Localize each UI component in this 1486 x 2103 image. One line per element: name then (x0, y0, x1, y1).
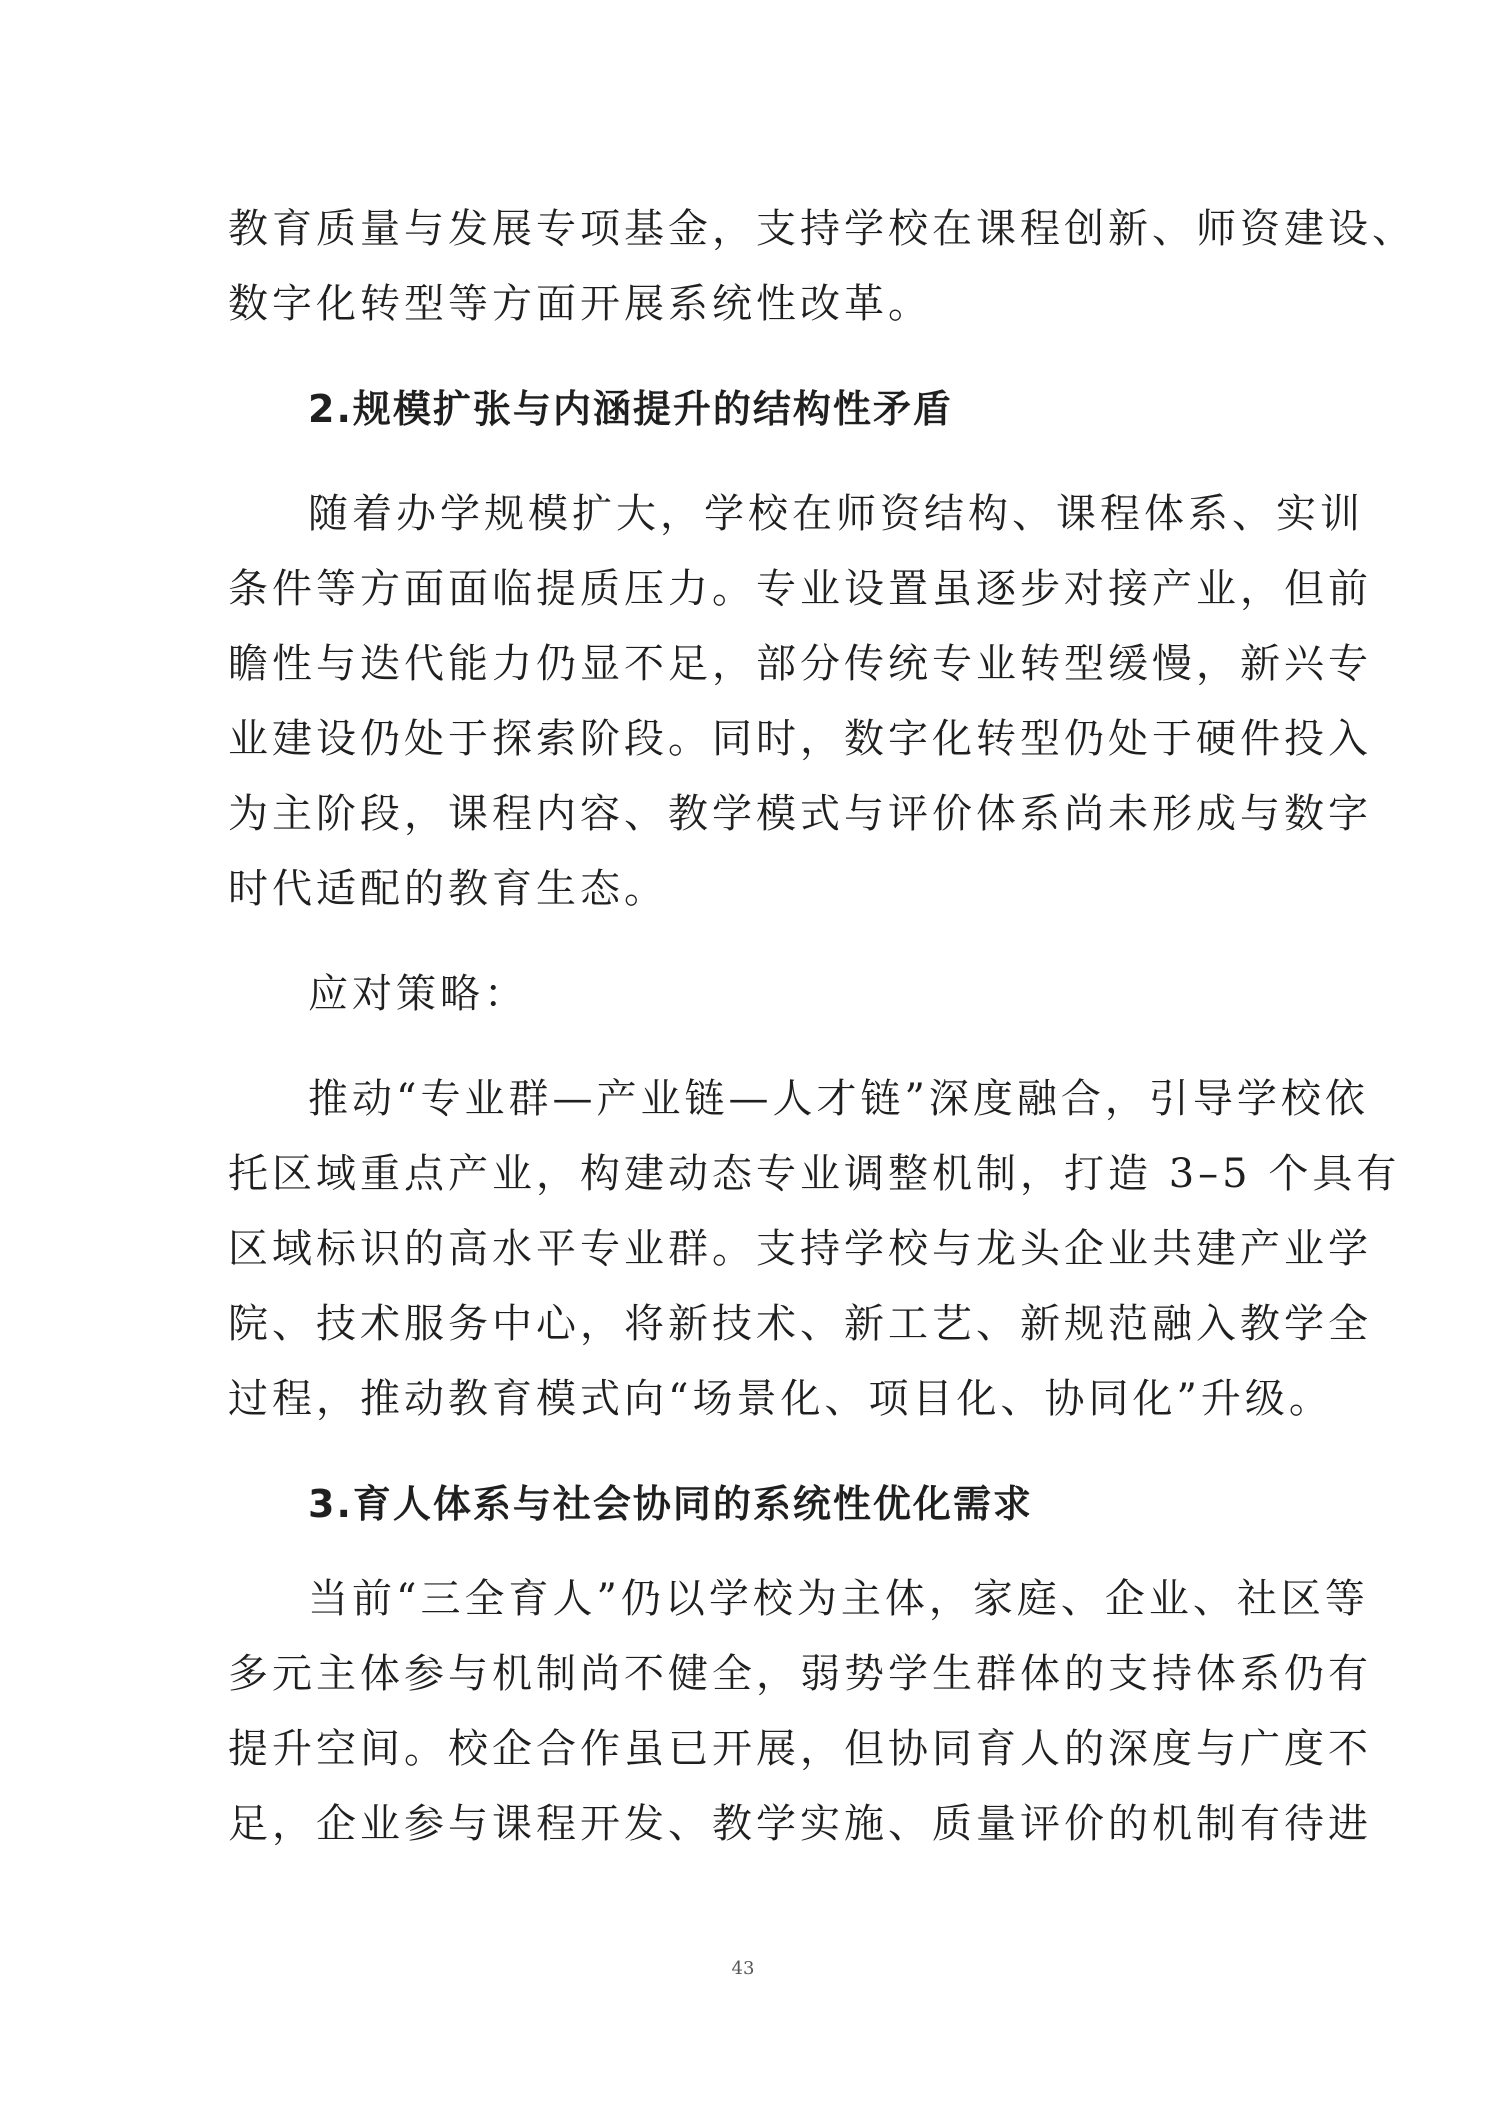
text-line: 当前“三全育人”仍以学校为主体，家庭、企业、社区等 (308, 1576, 1369, 1622)
text-line: 条件等方面面临提质压力。专业设置虽逐步对接产业，但前 (228, 566, 1372, 612)
text-line: 多元主体参与机制尚不健全，弱势学生群体的支持体系仍有 (228, 1651, 1372, 1697)
spacer (228, 1032, 1258, 1062)
text-line: 区域标识的高水平专业群。支持学校与龙头企业共建产业学 (228, 1226, 1372, 1272)
text-line: 业建设仍处于探索阶段。同时，数字化转型仍处于硬件投入 (228, 716, 1372, 762)
text-line: 数字化转型等方面开展系统性改革。 (228, 281, 932, 327)
text-line: 应对策略： (308, 971, 528, 1017)
spacer (228, 927, 1258, 957)
text-line: 提升空间。校企合作虽已开展，但协同育人的深度与广度不 (228, 1726, 1372, 1772)
text-line: 瞻性与迭代能力仍显不足，部分传统专业转型缓慢，新兴专 (228, 641, 1372, 687)
text-line: 为主阶段，课程内容、教学模式与评价体系尚未形成与数字 (228, 791, 1372, 837)
paragraph-education-system (228, 1562, 1372, 1862)
spacer (228, 342, 1258, 372)
text-line: 时代适配的教育生态。 (228, 866, 668, 912)
paragraph-strategy-label (228, 957, 1258, 1032)
text-line: 教育质量与发展专项基金，支持学校在课程创新、师资建设、 (228, 206, 1416, 252)
section-heading-3: 3.育人体系与社会协同的系统性优化需求 (308, 1482, 1033, 1526)
paragraph-fund-continuation (228, 192, 1416, 342)
section-heading-2: 2.规模扩张与内涵提升的结构性矛盾 (308, 387, 953, 431)
spacer (228, 1437, 1258, 1467)
text-line: 随着办学规模扩大，学校在师资结构、课程体系、实训 (308, 491, 1364, 537)
paragraph-strategy-body (228, 1062, 1401, 1437)
paragraph-scale-expansion (228, 477, 1372, 927)
text-line: 推动“专业群—产业链—人才链”深度融合，引导学校依 (308, 1076, 1369, 1122)
page-number: 43 (731, 1958, 755, 1979)
spacer (228, 447, 1258, 477)
page-content (228, 192, 1416, 1862)
text-line: 托区域重点产业，构建动态专业调整机制，打造 3–5 个具有 (228, 1151, 1401, 1197)
text-line: 院、技术服务中心，将新技术、新工艺、新规范融入教学全 (228, 1301, 1372, 1347)
text-line: 过程，推动教育模式向“场景化、项目化、协同化”升级。 (228, 1376, 1333, 1422)
text-line: 足，企业参与课程开发、教学实施、质量评价的机制有待进 (228, 1801, 1372, 1847)
spacer (228, 1542, 1258, 1562)
